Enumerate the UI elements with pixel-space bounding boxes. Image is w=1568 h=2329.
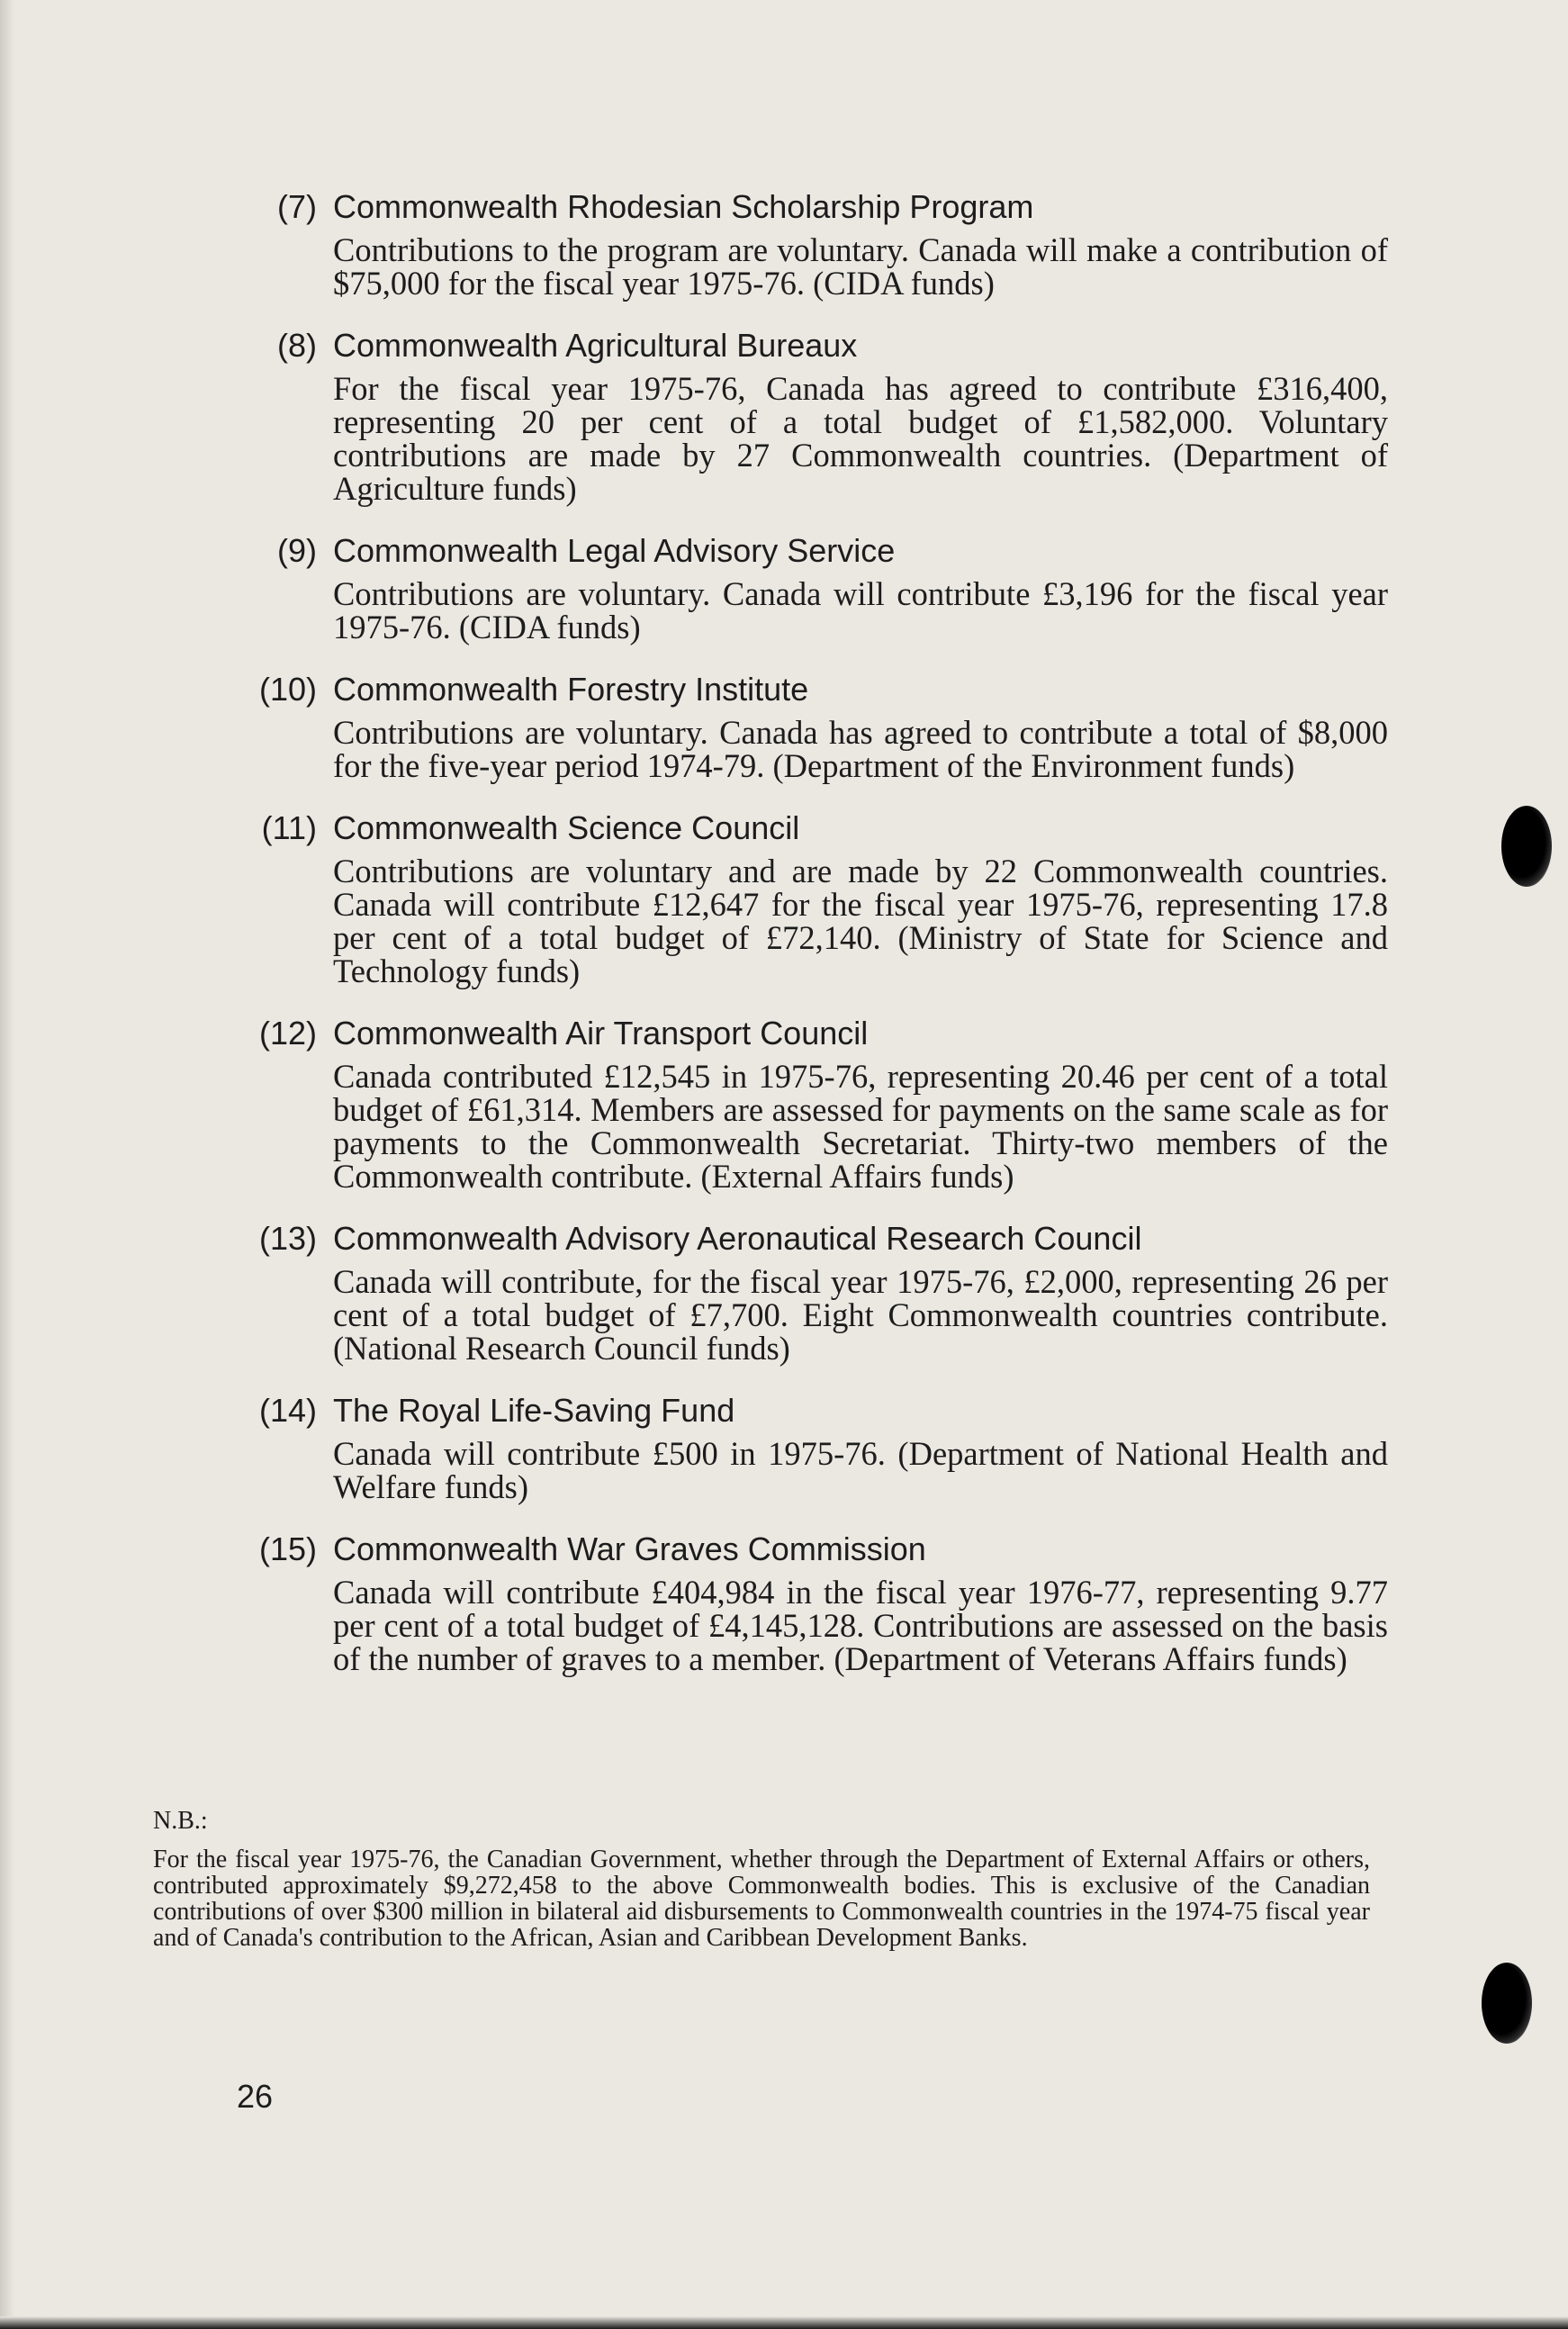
entry-title: Commonwealth Legal Advisory Service <box>333 532 896 569</box>
entry-title: Commonwealth Science Council <box>333 809 800 846</box>
footnote <box>153 1808 1370 1951</box>
entry-number: (11) <box>261 809 317 846</box>
entry-body: Canada will contribute £500 in 1975-76. (Department of National Health and Welfare funds) <box>333 1435 1388 1505</box>
entry-title: Commonwealth Air Transport Council <box>333 1015 869 1052</box>
entry-number: (7) <box>277 188 317 225</box>
punch-hole <box>1501 806 1552 887</box>
entry-heading <box>243 185 1395 230</box>
list-item <box>243 806 1395 988</box>
entry-number: (9) <box>277 532 317 569</box>
footnote-label: N.B.: <box>153 1807 208 1835</box>
list-item <box>243 1216 1395 1365</box>
page-number: 26 <box>237 2078 274 2115</box>
list-item <box>243 323 1395 505</box>
entry-heading <box>243 806 1395 851</box>
entry-number: (15) <box>258 1530 317 1567</box>
entry-title: Commonwealth Advisory Aeronautical Research Council <box>333 1220 1142 1257</box>
entry-number: (13) <box>258 1220 317 1257</box>
entry-heading <box>243 1216 1395 1261</box>
entry-body: Canada will contribute £404,984 in the fiscal year 1976-77, representing 9.77 per cent of a total budget of £4,145,128. Contributions are assessed on the basis of the number of graves to a member. (Department of Veterans Affairs funds) <box>333 1574 1388 1677</box>
entry-heading <box>243 667 1395 712</box>
entry-number: (8) <box>277 327 317 364</box>
contribution-list <box>243 185 1395 1699</box>
entry-heading <box>243 1388 1395 1433</box>
entry-number: (14) <box>258 1392 317 1429</box>
entry-body: Contributions are voluntary. Canada will contribute £3,196 for the fiscal year 1975-76. (CIDA funds) <box>333 575 1388 645</box>
punch-hole <box>1482 1963 1532 2044</box>
list-item <box>243 1388 1395 1503</box>
list-item <box>243 1011 1395 1193</box>
footnote-text: For the fiscal year 1975-76, the Canadian Government, whether through the Department of External Affairs or others, contributed approximately $9,272,458 to the above Commonwealth bodies. This is exclusive of the Canadian contributions of over $300 million in bilateral aid disbursements to Commonwealth countries in the 1974-75 fiscal year and of Canada's contribution to the African, Asian and Caribbean Development Banks. <box>153 1846 1370 1952</box>
list-item <box>243 185 1395 300</box>
entry-heading <box>243 323 1395 368</box>
entry-number: (10) <box>258 671 317 708</box>
list-item <box>243 528 1395 644</box>
page-binding-edge <box>0 0 14 2329</box>
page-bottom-edge <box>0 2316 1568 2329</box>
list-item <box>243 667 1395 782</box>
entry-body: Canada contributed £12,545 in 1975-76, representing 20.46 per cent of a total budget of £61,314. Members are assessed for payments on the same scale as for payments to the Commonwealth Secretariat. Thirty-two members of the Commonwealth contribute. (External Affairs funds) <box>333 1058 1388 1195</box>
entry-body: For the fiscal year 1975-76, Canada has agreed to contribute £316,400, representing 20 per cent of a total budget of £1,582,000. Voluntary contributions are made by 27 Commonwealth countries. (Department of Agriculture funds) <box>333 370 1388 507</box>
entry-title: Commonwealth Agricultural Bureaux <box>333 327 858 364</box>
entry-title: The Royal Life-Saving Fund <box>333 1392 735 1429</box>
entry-body: Canada will contribute, for the fiscal year 1975-76, £2,000, representing 26 per cent of a total budget of £7,700. Eight Commonwealth countries contribute. (National Research Council funds) <box>333 1263 1388 1367</box>
list-item <box>243 1527 1395 1675</box>
entry-body: Contributions are voluntary and are made by 22 Commonwealth countries. Canada will contribute £12,647 for the fiscal year 1975-76, representing 17.8 per cent of a total budget of £72,140. (Ministry of State for Science and Technology funds) <box>333 853 1388 989</box>
entry-heading <box>243 1011 1395 1056</box>
entry-body: Contributions are voluntary. Canada has agreed to contribute a total of $8,000 for the five-year period 1974-79. (Department of the Environment funds) <box>333 714 1388 784</box>
entry-body: Contributions to the program are voluntary. Canada will make a contribution of $75,000 for the fiscal year 1975-76. (CIDA funds) <box>333 231 1388 302</box>
entry-number: (12) <box>258 1015 317 1052</box>
entry-heading <box>243 1527 1395 1572</box>
entry-title: Commonwealth War Graves Commission <box>333 1530 926 1567</box>
entry-title: Commonwealth Rhodesian Scholarship Program <box>333 188 1034 225</box>
entry-heading <box>243 528 1395 573</box>
entry-title: Commonwealth Forestry Institute <box>333 671 809 708</box>
